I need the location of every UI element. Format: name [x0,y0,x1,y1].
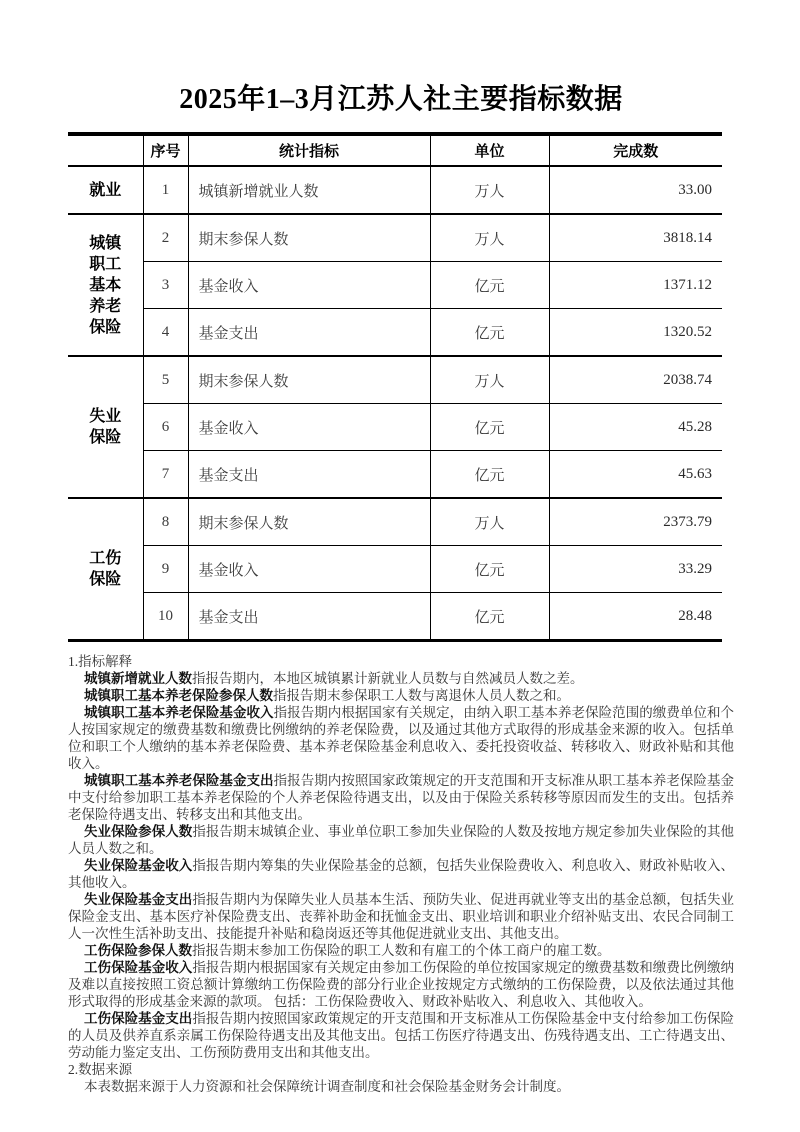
value-cell: 2038.74 [549,356,722,404]
indicator-cell: 基金收入 [188,404,430,451]
unit-cell: 亿元 [430,309,549,357]
value-cell: 1371.12 [549,262,722,309]
indicator-cell: 期末参保人数 [188,356,430,404]
notes-section [68,653,734,1095]
value-cell: 3818.14 [549,214,722,262]
indicator-cell: 基金收入 [188,546,430,593]
group-label-cell [68,356,143,498]
table-row [68,262,722,309]
definition-text: 指报告期内按照国家政策规定的开支范围和开支标准从职工基本养老保险基金中支付给参加职工基本养老保险的个人养老保险待遇支出，以及由于保险关系转移等原因而发生的支出。包括养老保险待遇支出、转移支出和其他支出。 [68,773,735,822]
definition-paragraph [68,772,734,823]
group-label-text: 就业 [89,181,122,199]
page-title: 2025年1–3月江苏人社主要指标数据 [179,84,623,115]
seq-cell: 10 [143,593,188,641]
unit-cell: 万人 [430,498,549,546]
notes-heading-data-source: 2.数据来源 [68,1062,133,1077]
indicator-cell: 基金支出 [188,309,430,357]
definition-paragraph [68,687,734,704]
value-cell: 1320.52 [549,309,722,357]
definition-term: 失业保险基金收入 [84,858,193,873]
unit-cell: 万人 [430,214,549,262]
table-body [68,166,722,641]
definition-paragraph [68,704,734,772]
table-row [68,593,722,641]
unit-cell: 亿元 [430,593,549,641]
group-label-cell [68,166,143,214]
definition-paragraph [68,942,734,959]
definition-term: 城镇职工基本养老保险基金收入 [84,705,274,720]
definition-paragraph [68,670,734,687]
notes-heading-indicator-explanation: 1.指标解释 [68,654,133,669]
table-row [68,166,722,214]
value-cell: 45.63 [549,451,722,499]
seq-cell: 6 [143,404,188,451]
table-row [68,498,722,546]
table-row [68,214,722,262]
value-header-cell: 完成数 [549,134,722,166]
definition-term: 失业保险参保人数 [84,824,193,839]
group-header-cell [68,134,143,166]
definition-paragraph [68,959,734,1010]
unit-cell: 亿元 [430,404,549,451]
definition-text: 指报告期内筹集的失业保险基金的总额，包括失业保险费收入、利息收入、财政补贴收入、其他收入。 [68,858,735,890]
definition-term: 工伤保险基金支出 [84,1011,193,1026]
indicator-cell: 期末参保人数 [188,498,430,546]
value-cell: 2373.79 [549,498,722,546]
indicator-cell: 基金支出 [188,593,430,641]
unit-header-cell: 单位 [430,134,549,166]
definition-text: 指报告期内，本地区城镇累计新就业人员数与自然减员人数之差。 [192,671,584,686]
table-row [68,309,722,357]
seq-cell: 7 [143,451,188,499]
value-cell: 33.00 [549,166,722,214]
indicators-table [68,132,722,642]
definition-text: 指报告期末参保职工人数与离退休人员人数之和。 [273,688,570,703]
unit-cell: 万人 [430,356,549,404]
unit-cell: 亿元 [430,546,549,593]
definition-text: 指报告期内根据国家有关规定由参加工伤保险的单位按国家规定的缴费基数和缴费比例缴纳及难以直接按照工资总额计算缴纳工伤保险费的部分行业企业按规定方式缴纳的工伤保险费，以及依法通过其他形式取得的形成基金来源的款项。 包括：工伤保险费收入、财政补贴收入、利息收入、其他收入。 [68,960,735,1009]
table-header [68,134,722,166]
definition-term: 城镇职工基本养老保险参保人数 [84,688,273,703]
table-row [68,451,722,499]
table-row [68,404,722,451]
unit-cell: 万人 [430,166,549,214]
definition-paragraph [68,891,734,942]
definition-text: 指报告期末参加工伤保险的职工人数和有雇工的个体工商户的雇工数。 [192,943,611,958]
group-label-text: 工伤保险 [89,550,122,588]
group-label-cell [68,214,143,356]
group-label-text: 城镇职工基本养老保险 [89,234,122,336]
seq-cell: 5 [143,356,188,404]
definition-paragraph [68,823,734,857]
definition-term: 城镇职工基本养老保险基金支出 [84,773,274,788]
definitions-list [68,670,734,1061]
seq-cell: 3 [143,262,188,309]
value-cell: 33.29 [549,546,722,593]
value-cell: 45.28 [549,404,722,451]
table-row [68,546,722,593]
seq-cell: 4 [143,309,188,357]
seq-cell: 1 [143,166,188,214]
table-row [68,356,722,404]
data-source-text: 本表数据来源于人力资源和社会保障统计调查制度和社会保险基金财务会计制度。 [84,1079,570,1094]
seq-cell: 8 [143,498,188,546]
seq-cell: 9 [143,546,188,593]
definition-text: 指报告期末城镇企业、事业单位职工参加失业保险的人数及按地方规定参加失业保险的其他人员人数之和。 [68,824,735,856]
definition-term: 失业保险基金支出 [84,892,193,907]
indicator-cell: 基金收入 [188,262,430,309]
definition-paragraph [68,857,734,891]
definition-term: 工伤保险参保人数 [84,943,192,958]
definition-text: 指报告期内根据国家有关规定，由纳入职工基本养老保险范围的缴费单位和个人按国家规定的缴费基数和缴费比例缴纳的养老保险费，以及通过其他方式取得的形成基金来源的收入。包括单位和职工个人缴纳的基本养老保险费、基本养老保险基金利息收入、委托投资收益、转移收入、财政补贴和其他收入。 [68,705,735,771]
unit-cell: 亿元 [430,451,549,499]
indicator-cell: 期末参保人数 [188,214,430,262]
group-label-cell [68,498,143,641]
unit-cell: 亿元 [430,262,549,309]
definition-paragraph [68,1010,734,1061]
seq-header-cell: 序号 [143,134,188,166]
indicator-header-cell: 统计指标 [188,134,430,166]
definition-text: 指报告期内为保障失业人员基本生活、预防失业、促进再就业等支出的基金总额，包括失业保险金支出、基本医疗补保险费支出、丧葬补助金和抚恤金支出、职业培训和职业介绍补贴支出、农民合同制工人一次性生活补助支出、技能提升补贴和稳岗返还等其他促进就业支出、其他支出。 [68,892,735,941]
definition-term: 工伤保险基金收入 [84,960,193,975]
definition-text: 指报告期内按照国家政策规定的开支范围和开支标准从工伤保险基金中支付给参加工伤保险的人员及供养直系亲属工伤保险待遇支出及其他支出。包括工伤医疗待遇支出、伤残待遇支出、工亡待遇支出、劳动能力鉴定支出、工伤预防费用支出和其他支出。 [68,1011,735,1060]
definition-term: 城镇新增就业人数 [84,671,192,686]
indicator-cell: 基金支出 [188,451,430,499]
seq-cell: 2 [143,214,188,262]
group-label-text: 失业保险 [89,408,122,446]
table-header-row [68,134,722,166]
value-cell: 28.48 [549,593,722,641]
indicator-cell: 城镇新增就业人数 [188,166,430,214]
